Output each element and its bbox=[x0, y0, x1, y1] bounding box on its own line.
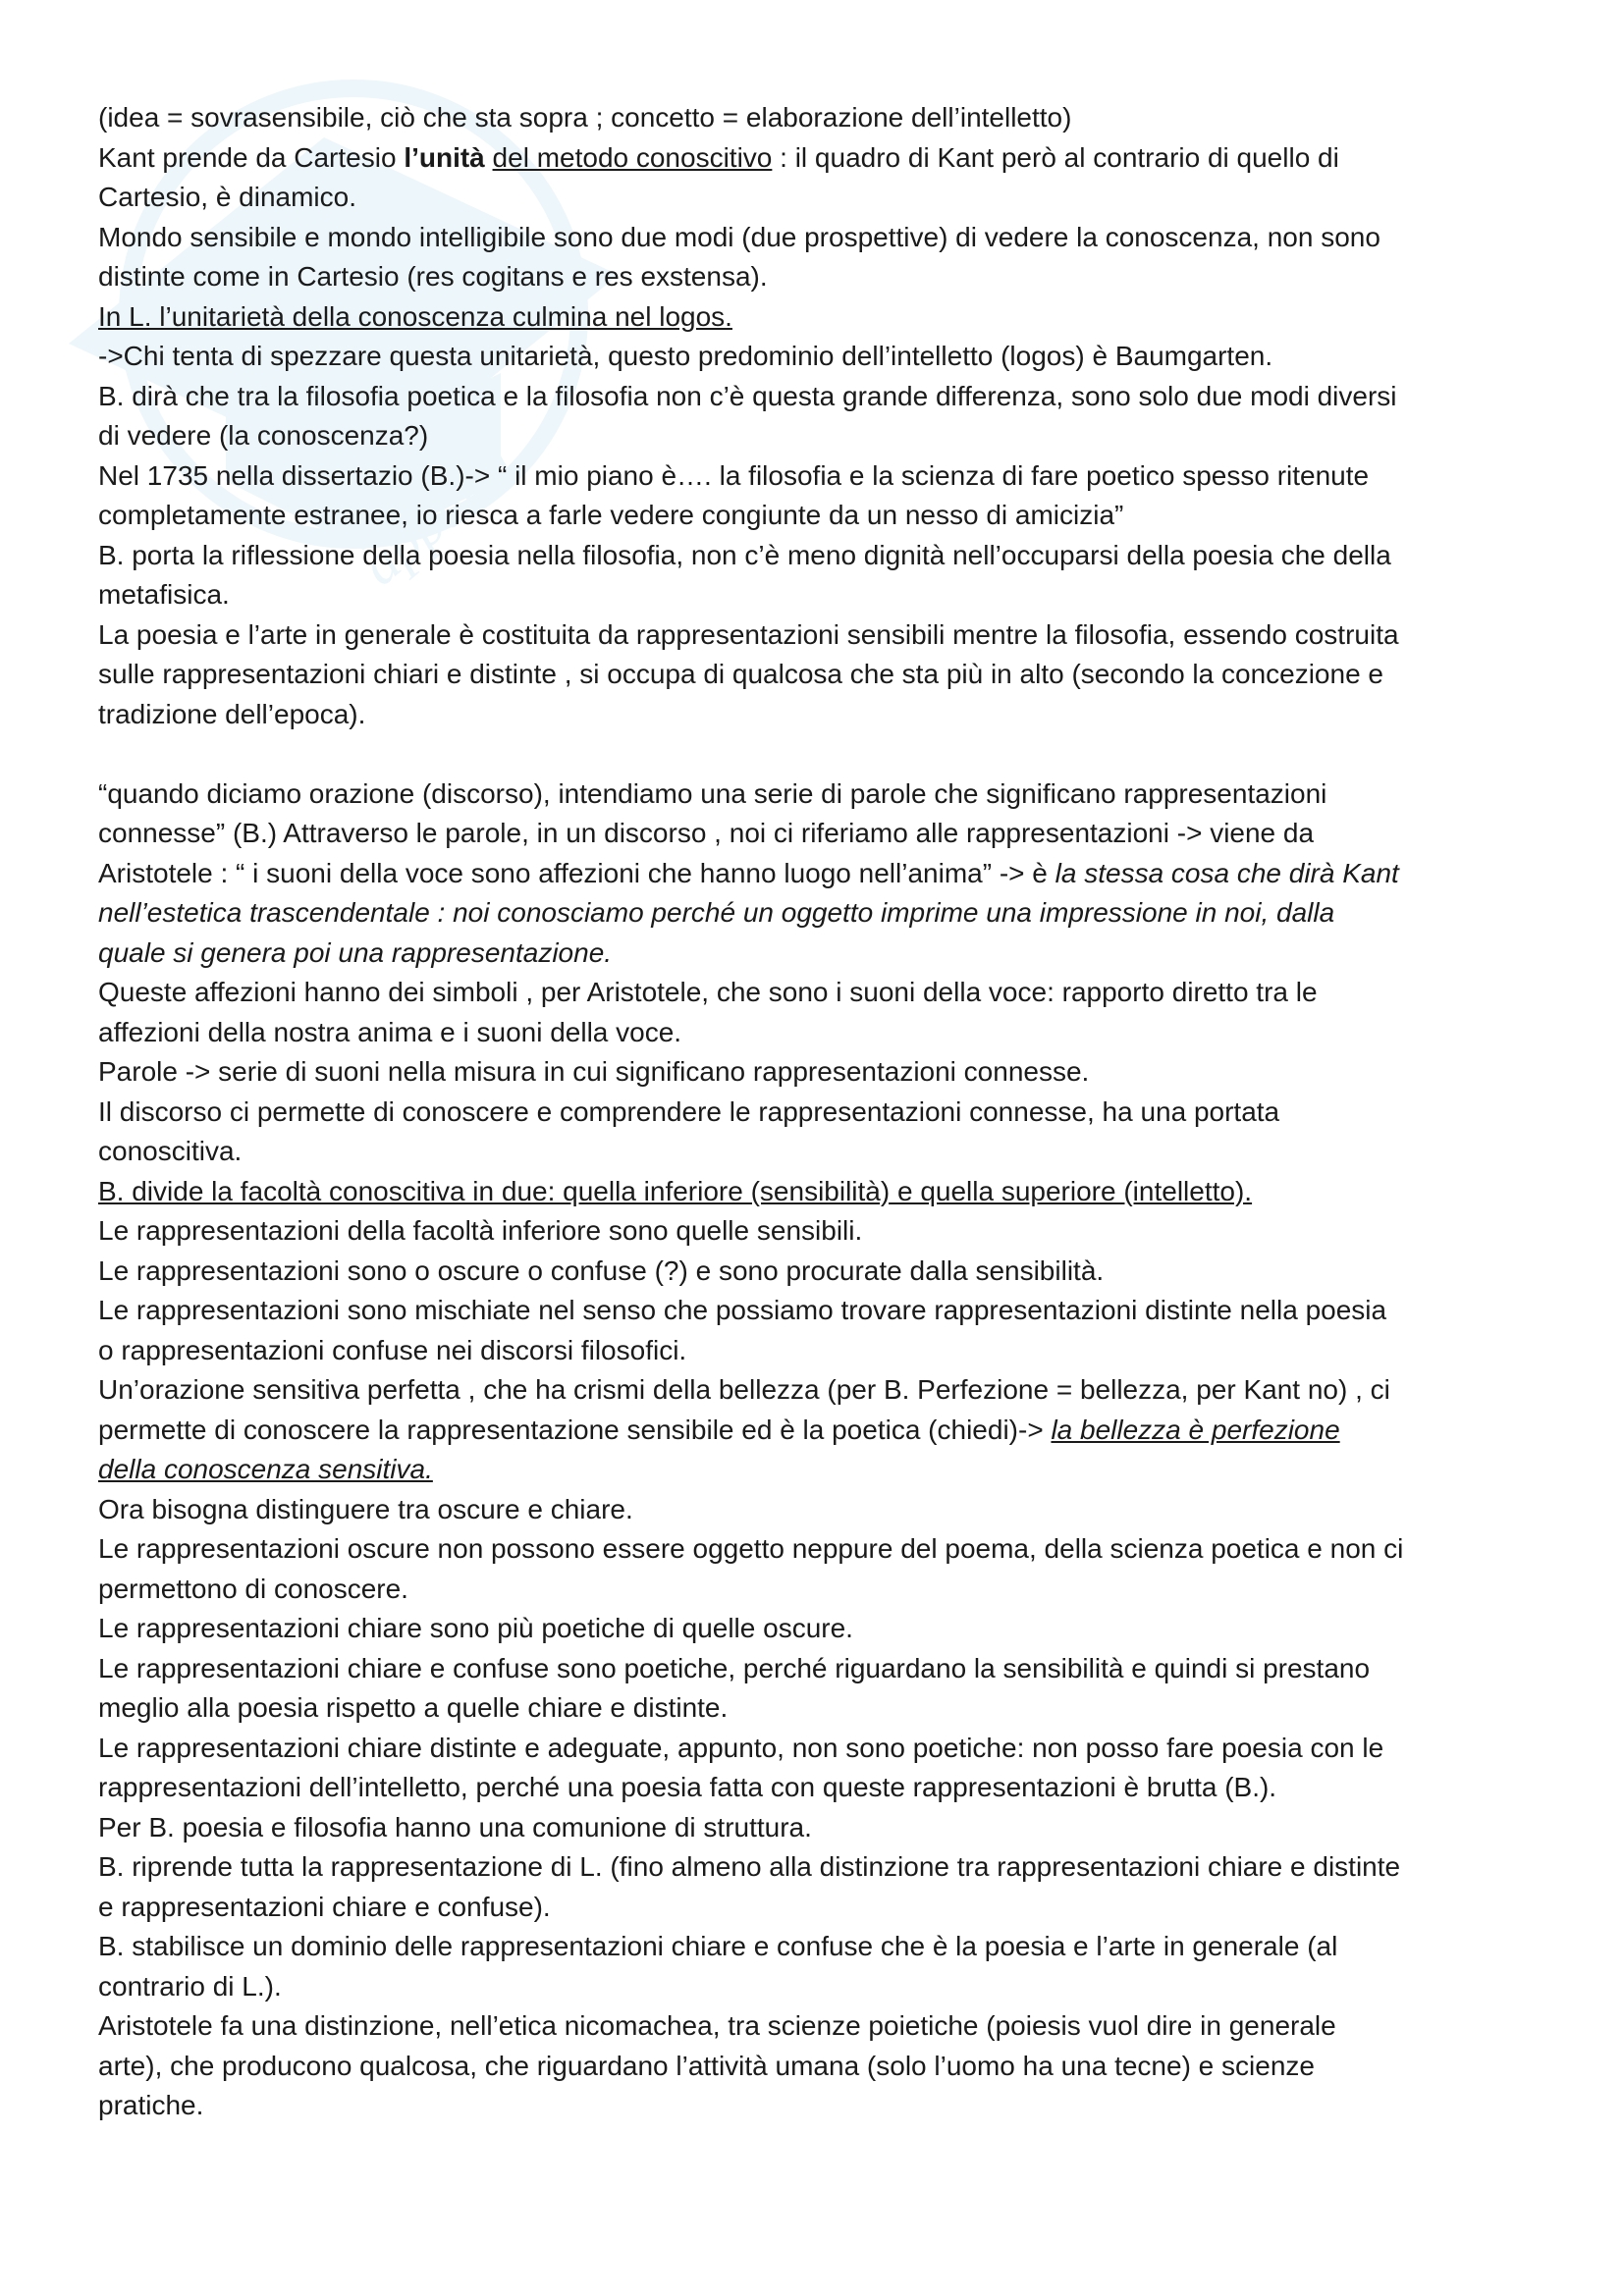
text-segment bbox=[485, 142, 493, 173]
text-line bbox=[98, 138, 1542, 179]
text-line bbox=[98, 1808, 1542, 1848]
text-line bbox=[98, 1172, 1542, 1212]
text-segment: B. riprende tutta la rappresentazione di L. (fino almeno alla distinzione tra rappresentazioni chiare e distinte bbox=[98, 1851, 1401, 1882]
text-line bbox=[98, 695, 1542, 735]
text-segment: ->Chi tenta di spezzare questa unitarietà, questo predominio dell’intelletto (logos) è Baumgarten. bbox=[98, 341, 1273, 371]
text-segment: nell’estetica trascendentale : noi conosciamo perché un oggetto imprime una impressione in noi, dalla bbox=[98, 897, 1335, 928]
text-segment: permettono di conoscere. bbox=[98, 1573, 408, 1604]
text-segment: Per B. poesia e filosofia hanno una comunione di struttura. bbox=[98, 1811, 812, 1842]
text-line bbox=[98, 934, 1542, 974]
text-segment: Aristotele fa una distinzione, nell’etica nicomachea, tra scienze poietiche (poiesis vuol dire in generale bbox=[98, 2010, 1336, 2041]
text-segment: Le rappresentazioni chiare e confuse sono poetiche, perché riguardano la sensibilità e quindi si prestano bbox=[98, 1652, 1371, 1683]
text-line bbox=[98, 1847, 1542, 1888]
text-line bbox=[98, 575, 1542, 615]
text-line bbox=[98, 1211, 1542, 1252]
text-segment: la stessa cosa che dirà Kant bbox=[1055, 857, 1399, 888]
text-segment: B. divide la facoltà conoscitiva in due: quella inferiore (sensibilità) e quella superiore (intelletto). bbox=[98, 1175, 1253, 1206]
text-segment: Kant prende da Cartesio bbox=[98, 141, 405, 173]
text-line bbox=[98, 1370, 1542, 1411]
text-line bbox=[98, 774, 1542, 815]
text-segment: del metodo conoscitivo bbox=[492, 141, 773, 173]
text-segment: contrario di L.). bbox=[98, 1970, 282, 2002]
blank-line bbox=[98, 734, 1542, 774]
text-segment: Ora bisogna distinguere tra oscure e chiare. bbox=[98, 1493, 633, 1524]
text-segment: rappresentazioni dell’intelletto, perché una poesia fatta con queste rappresentazioni è brutta (B.). bbox=[98, 1772, 1277, 1802]
text-line bbox=[98, 1331, 1542, 1371]
text-line bbox=[98, 1688, 1542, 1729]
text-line bbox=[98, 1967, 1542, 2007]
text-segment: Le rappresentazioni sono o oscure o confuse (?) e sono procurate dalla sensibilità. bbox=[98, 1255, 1105, 1286]
text-line bbox=[98, 1888, 1542, 1928]
text-line bbox=[98, 893, 1542, 934]
text-line bbox=[98, 337, 1542, 377]
text-segment: arte), che producono qualcosa, che riguardano l’attività umana (solo l’uomo ha una tecne) e scienze bbox=[98, 2050, 1315, 2081]
text-line bbox=[98, 297, 1542, 338]
text-segment: quale si genera poi una rappresentazione. bbox=[98, 936, 613, 968]
text-line bbox=[98, 377, 1542, 417]
text-line bbox=[98, 854, 1542, 894]
text-line bbox=[98, 973, 1542, 1013]
text-line bbox=[98, 1013, 1542, 1053]
text-segment: Nel 1735 nella dissertazio (B.)-> “ il mio piano è…. la filosofia e la scienza di fare poetico spesso ritenute bbox=[98, 459, 1370, 491]
text-line bbox=[98, 456, 1542, 497]
text-segment: connesse” (B.) Attraverso le parole, in un discorso , noi ci riferiamo alle rappresentazioni -> viene da bbox=[98, 818, 1315, 848]
text-line bbox=[98, 1609, 1542, 1649]
text-line bbox=[98, 1132, 1542, 1172]
text-segment: Parole -> serie di suoni nella misura in cui significano rappresentazioni connesse. bbox=[98, 1056, 1090, 1087]
text-segment: : il quadro di Kant però al contrario di quello di bbox=[772, 141, 1339, 173]
text-line bbox=[98, 416, 1542, 456]
text-line bbox=[98, 2086, 1542, 2126]
text-line bbox=[98, 1093, 1542, 1133]
text-line bbox=[98, 257, 1542, 297]
text-segment: La poesia e l’arte in generale è costituita da rappresentazioni sensibili mentre la filosofia, essendo costruita bbox=[98, 618, 1399, 650]
text-segment: sulle rappresentazioni chiari e distinte , si occupa di qualcosa che sta più in alto (secondo la concezione e bbox=[98, 659, 1383, 689]
text-line bbox=[98, 1252, 1542, 1292]
text-line bbox=[98, 1052, 1542, 1093]
text-line bbox=[98, 1291, 1542, 1331]
text-line bbox=[98, 1490, 1542, 1530]
text-line bbox=[98, 496, 1542, 536]
text-segment: Cartesio, è dinamico. bbox=[98, 182, 357, 212]
text-segment: Mondo sensibile e mondo intelligibile sono due modi (due prospettive) di vedere la conoscenza, non sono bbox=[98, 221, 1380, 252]
text-segment: Un’orazione sensitiva perfetta , che ha crismi della bellezza (per B. Perfezione = bellezza, per Kant no) , ci bbox=[98, 1374, 1390, 1405]
text-line bbox=[98, 98, 1542, 138]
text-segment: distinte come in Cartesio (res cogitans e res exstensa). bbox=[98, 261, 768, 292]
text-segment: B. dirà che tra la filosofia poetica e la filosofia non c’è questa grande differenza, sono solo due modi diversi bbox=[98, 380, 1397, 411]
text-line bbox=[98, 536, 1542, 576]
text-segment: l’unità bbox=[404, 141, 485, 173]
text-line bbox=[98, 1768, 1542, 1808]
text-line bbox=[98, 1450, 1542, 1490]
text-segment: conoscitiva. bbox=[98, 1136, 243, 1166]
text-segment: di vedere (la conoscenza?) bbox=[98, 420, 429, 451]
text-segment: B. porta la riflessione della poesia nella filosofia, non c’è meno dignità nell’occuparsi della poesia che della bbox=[98, 539, 1391, 570]
text-segment: permette di conoscere la rappresentazione sensibile ed è la poetica (chiedi)-> bbox=[98, 1414, 1052, 1445]
text-segment: e rappresentazioni chiare e confuse). bbox=[98, 1891, 551, 1922]
text-line bbox=[98, 1927, 1542, 1967]
text-line bbox=[98, 1570, 1542, 1610]
text-segment: o rappresentazioni confuse nei discorsi filosofici. bbox=[98, 1334, 687, 1365]
text-segment: la bellezza è perfezione bbox=[1051, 1414, 1340, 1445]
text-segment: Aristotele : “ i suoni della voce sono affezioni che hanno luogo nell’anima” -> è bbox=[98, 857, 1055, 888]
text-line bbox=[98, 655, 1542, 695]
text-segment: Il discorso ci permette di conoscere e comprendere le rappresentazioni connesse, ha una portata bbox=[98, 1095, 1280, 1127]
text-segment: In L. l’unitarietà della conoscenza culmina nel logos. bbox=[98, 300, 732, 332]
text-segment: pratiche. bbox=[98, 2090, 204, 2120]
text-line bbox=[98, 2047, 1542, 2087]
text-segment: Le rappresentazioni sono mischiate nel senso che possiamo trovare rappresentazioni distinte nella poesia bbox=[98, 1295, 1387, 1325]
text-line bbox=[98, 178, 1542, 218]
text-segment: completamente estranee, io riesca a farle vedere congiunte da un nesso di amicizia” bbox=[98, 500, 1124, 530]
document-body bbox=[98, 98, 1542, 2126]
text-segment: tradizione dell’epoca). bbox=[98, 698, 366, 729]
text-segment: Queste affezioni hanno dei simboli , per Aristotele, che sono i suoni della voce: rapporto diretto tra le bbox=[98, 977, 1318, 1007]
text-line bbox=[98, 1529, 1542, 1570]
text-segment: Le rappresentazioni oscure non possono essere oggetto neppure del poema, della scienza poetica e non ci bbox=[98, 1533, 1404, 1564]
text-line bbox=[98, 1649, 1542, 1689]
text-line bbox=[98, 615, 1542, 656]
text-line bbox=[98, 218, 1542, 258]
text-segment: metafisica. bbox=[98, 579, 230, 610]
text-segment: B. stabilisce un dominio delle rappresentazioni chiare e confuse che è la poesia e l’arte in generale (al bbox=[98, 1931, 1338, 1961]
text-segment: Le rappresentazioni chiare distinte e adeguate, appunto, non sono poetiche: non posso fare poesia con le bbox=[98, 1732, 1384, 1763]
text-segment: “quando diciamo orazione (discorso), intendiamo una serie di parole che significano rappresentazioni bbox=[98, 777, 1327, 809]
text-segment: Le rappresentazioni della facoltà inferiore sono quelle sensibili. bbox=[98, 1215, 863, 1246]
text-line bbox=[98, 2006, 1542, 2047]
text-segment: meglio alla poesia rispetto a quelle chiare e distinte. bbox=[98, 1692, 729, 1723]
text-segment: della conoscenza sensitiva. bbox=[98, 1454, 433, 1484]
text-segment: Le rappresentazioni chiare sono più poetiche di quelle oscure. bbox=[98, 1613, 853, 1643]
watermark-text: appunti bbox=[348, 432, 528, 598]
text-line bbox=[98, 1411, 1542, 1451]
text-segment: (idea = sovrasensibile, ciò che sta sopra ; concetto = elaborazione dell’intelletto) bbox=[98, 102, 1072, 133]
text-line bbox=[98, 814, 1542, 854]
text-segment: affezioni della nostra anima e i suoni della voce. bbox=[98, 1016, 682, 1047]
text-line bbox=[98, 1729, 1542, 1769]
